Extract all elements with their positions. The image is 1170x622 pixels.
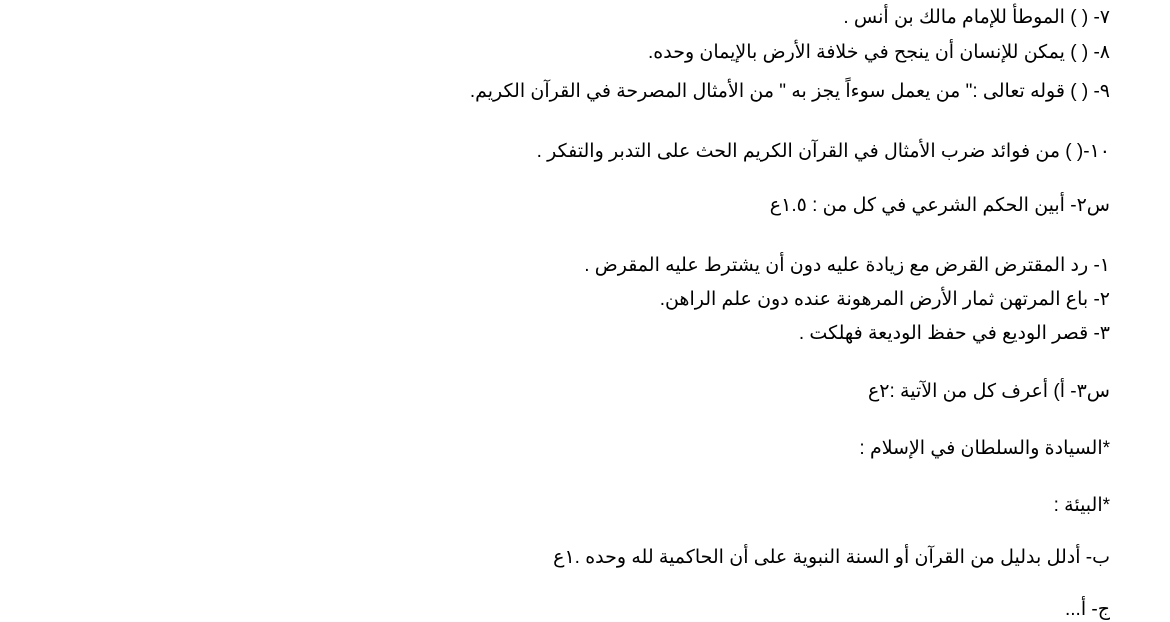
question-2-heading: س٢- أبين الحكم الشرعي في كل من : ١.٥ع	[769, 195, 1110, 216]
question-item-10: ١٠-( ) من فوائد ضرب الأمثال في القرآن الكريم الحث على التدبر والتفكر .	[536, 141, 1110, 162]
question-item-7: ٧- ( ) الموطأ للإمام مالك بن أنس .	[843, 7, 1110, 28]
question-item-8: ٨- ( ) يمكن للإنسان أن ينجح في خلافة الأرض بالإيمان وحده.	[648, 42, 1110, 63]
question-3-term-environment: *البيئة :	[1053, 495, 1110, 516]
question-3-heading: س٣- أ) أعرف كل من الآتية :٢ع	[867, 381, 1110, 402]
question-3-part-b: ب- أدلل بدليل من القرآن أو السنة النبوية على أن الحاكمية لله وحده .١ع	[553, 547, 1110, 568]
question-item-9: ٩- ( ) قوله تعالى :" من يعمل سوءاً يجز به " من الأمثال المصرحة في القرآن الكريم.	[469, 81, 1110, 102]
question-3-part-c-cutoff: ج- أ...	[1065, 599, 1110, 620]
question-2-item-2: ٢- باع المرتهن ثمار الأرض المرهونة عنده دون علم الراهن.	[659, 289, 1110, 310]
question-2-item-3: ٣- قصر الوديع في حفظ الوديعة فهلكت .	[798, 323, 1110, 344]
question-3-term-sovereignty: *السيادة والسلطان في الإسلام :	[859, 438, 1110, 459]
question-2-item-1: ١- رد المقترض القرض مع زيادة عليه دون أن يشترط عليه المقرض .	[584, 255, 1110, 276]
